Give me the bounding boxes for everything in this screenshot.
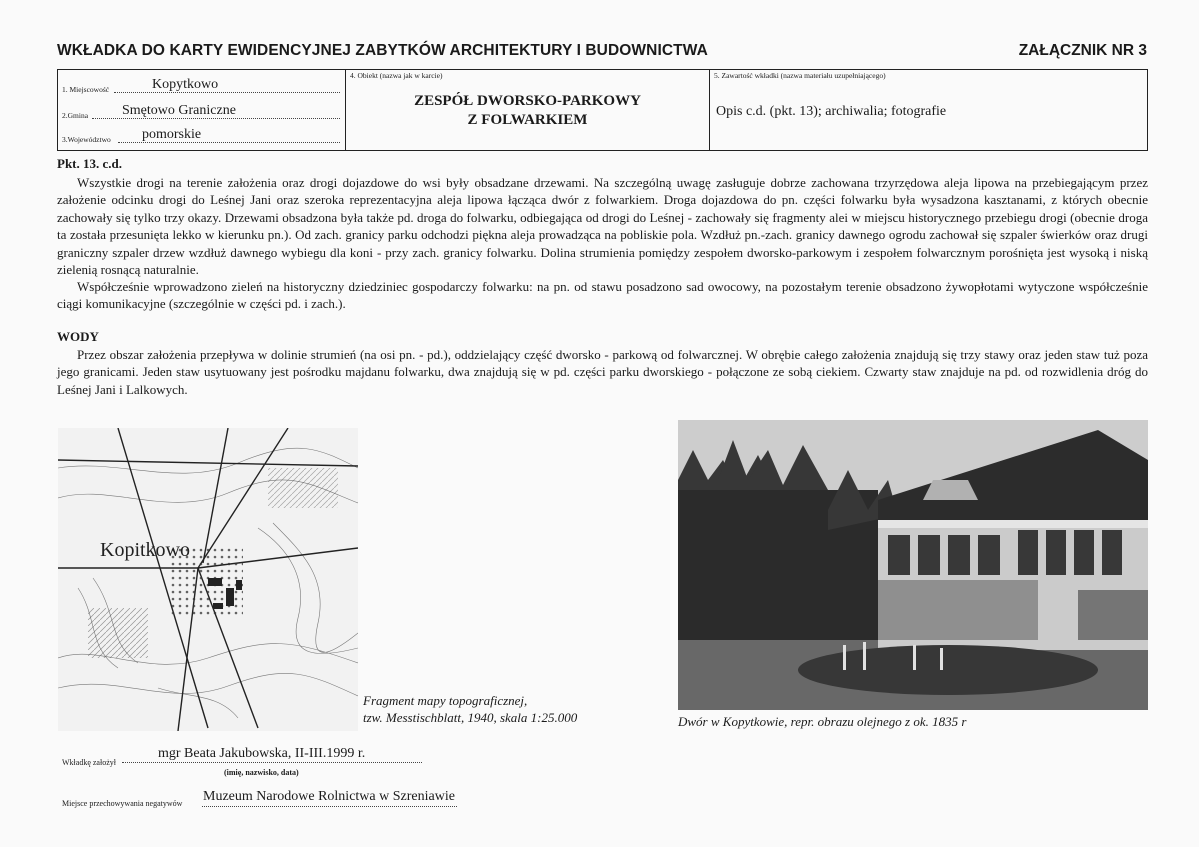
storage-dots [202, 806, 457, 807]
section-heading-waters: WODY [57, 329, 99, 344]
commune-label: 2.Gmina [62, 111, 89, 120]
object-name-line1: ZESPÓŁ DWORSKO-PARKOWY [414, 93, 641, 109]
object-label: 4. Obiekt (nazwa jak w karcie) [350, 71, 443, 80]
storage-value: Muzeum Narodowe Rolnictwa w Szreniawie [203, 789, 455, 804]
place-dots [114, 92, 340, 93]
author-sublabel: (imię, nazwisko, data) [224, 768, 299, 777]
manor-illustration [678, 420, 1148, 710]
place-row [62, 76, 340, 96]
place-value: Kopytkowo [152, 77, 219, 92]
commune-row [62, 102, 340, 122]
map-caption-line2: tzw. Messtischblatt, 1940, skala 1:25.000 [363, 710, 578, 725]
metadata-table [57, 69, 1148, 151]
object-name [346, 92, 709, 130]
voivodeship-row [62, 126, 340, 146]
photo-caption: Dwór w Kopytkowie, repr. obrazu olejnego z ok. 1835 r [678, 714, 967, 729]
author-label: Wkładkę założył [62, 758, 116, 767]
author-value: mgr Beata Jakubowska, II-III.1999 r. [158, 746, 366, 761]
document-title: WKŁADKA DO KARTY EWIDENCYJNEJ ZABYTKÓW ARCHITEKTURY I BUDOWNICTWA [57, 42, 708, 59]
paragraph-waters: Przez obszar założenia przepływa w dolinie strumień (na osi pn. - pd.), oddzielający część dworsko - parkową od folwarcznej. W obrębie całego założenia znajdują się trzy stawy oraz jeden staw tuż poza jego granicami. Jeden staw usytuowany jest pośrodku majdanu folwarku, dwa znajdują się w pd. części parku dworskiego - połączone ze sobą ciekiem. Czwarty staw znajduje na pd. od rozwidlenia dróg do Leśnej Jani i Lalkowych. [57, 347, 1148, 397]
appendix-number: ZAŁĄCZNIK NR 3 [1018, 42, 1147, 59]
section-heading-pkt13: Pkt. 13. c.d. [57, 156, 122, 171]
contents-label: 5. Zawartość wkładki (nazwa materiału uzupełniającego) [714, 71, 886, 80]
author-dots [122, 762, 422, 763]
paragraph-greenery: Współcześnie wprowadzono zieleń na historyczny dziedziniec gospodarczy folwarku: na pn. od stawu posadzono sad owocowy, na pozostałym terenie obsadzono żywopłotami wytyczone współcześnie ciągi komunikacyjne (szczególnie w części pd. i zach.). [57, 279, 1148, 312]
object-cell [346, 70, 710, 150]
paragraph-roads: Wszystkie drogi na terenie założenia oraz drogi dojazdowe do wsi były obsadzane drzewami. Na szczególną uwagę zasługuje dobrze zachowana trzyrzędowa aleja lipowa na przebiegającym przez założenie odcinku drogi do Leśnej Jani oraz szeroka reprezentacyjna aleja lipowa łącząca dwór z folwarkiem. Droga dojazdowa do pn. części folwarku była wysadzona kasztanami, z których obecnie zachowały się tylko trzy okazy. Drzewami obsadzona była także pd. droga do folwarku, odbiegająca od drogi do Leśnej - zachowały się fragmenty alei w miejscu historycznego przebiegu drogi (obecnie droga ta została przesunięta lekko w kierunku pn.). Od zach. granicy parku odchodzi piękna aleja prowadząca na pobliskie pola. Wzdłuż pn.-zach. granicy dawnego ogrodu zachował się szpaler świerków oraz drugi graniczny szpaler drzew wzdłuż dawnego wybiegu dla koni - przy zach. granicy folwarku. Dolina strumienia pomiędzy zespołem dworsko-parkowym i zespołem folwarcznym porośnięta jest wysoką i niską zielenią rosnącą naturalnie. [57, 175, 1148, 278]
voivodeship-label: 3.Województwo [62, 135, 111, 144]
contents-value: Opis c.d. (pkt. 13); archiwalia; fotografie [716, 104, 947, 119]
object-name-line2: Z FOLWARKIEM [467, 112, 588, 128]
map-illustration [58, 428, 358, 731]
contents-cell [710, 70, 1147, 150]
commune-value: Smętowo Graniczne [122, 103, 236, 118]
map-place-label: Kopitkowo [100, 539, 190, 561]
manor-painting-image [678, 420, 1148, 710]
map-caption [363, 692, 577, 726]
location-cell [58, 70, 346, 150]
map-caption-line1: Fragment mapy topograficznej, [363, 693, 528, 708]
place-label: 1. Miejscowość [62, 85, 110, 94]
storage-label: Miejsce przechowywania negatywów [62, 799, 183, 808]
topographic-map-image [58, 428, 358, 731]
voivodeship-value: pomorskie [142, 127, 202, 142]
